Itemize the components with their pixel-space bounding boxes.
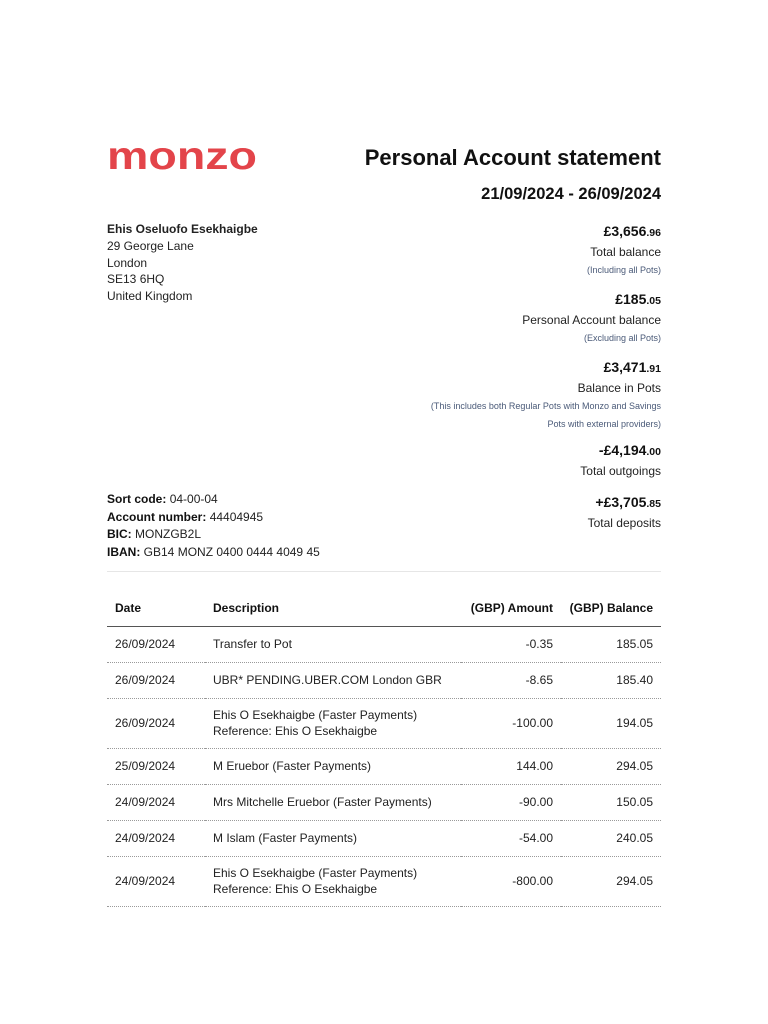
table-row [107,856,661,906]
row-date: 26/09/2024 [107,698,205,748]
row-date: 25/09/2024 [107,748,205,784]
pots-balance-note: (This includes both Regular Pots with Monzo and Savings [430,401,661,411]
table-row [107,748,661,784]
sort-code: Sort code: 04-00-04 [107,492,218,506]
total-deposits-amount: +£3,705.85 [595,494,661,510]
row-reference: Reference: Ehis O Esekhaigbe [213,882,378,896]
row-balance: 294.05 [561,748,661,784]
column-header-balance: (GBP) Balance [561,590,661,626]
row-date: 24/09/2024 [107,856,205,906]
bic: BIC: MONZGB2L [107,527,202,541]
address-line: United Kingdom [107,289,193,304]
bank-details [107,491,320,561]
row-amount: -8.65 [461,662,561,698]
row-amount: -54.00 [461,820,561,856]
row-description: M Eruebor (Faster Payments) [205,748,461,784]
total-balance-amount: £3,656.96 [603,223,661,239]
address-line: SE13 6HQ [107,272,165,287]
monzo-logo [107,138,259,178]
pots-balance-label: Balance in Pots [577,381,661,395]
row-description: M Islam (Faster Payments) [205,820,461,856]
row-date: 26/09/2024 [107,626,205,662]
customer-address [107,221,258,305]
row-balance: 185.40 [561,662,661,698]
row-reference: Reference: Ehis O Esekhaigbe [213,724,378,738]
row-amount: 144.00 [461,748,561,784]
row-description: Ehis O Esekhaigbe (Faster Payments) Reference: Ehis O Esekhaigbe [205,856,461,906]
row-description: UBR* PENDING.UBER.COM London GBR [205,662,461,698]
pots-balance-amount: £3,471.91 [603,359,661,375]
total-outgoings-label: Total outgoings [580,464,661,478]
row-balance: 194.05 [561,698,661,748]
account-number: Account number: 44404945 [107,509,264,524]
table-row [107,698,661,748]
personal-balance-label: Personal Account balance [522,313,661,327]
column-header-amount: (GBP) Amount [461,590,561,626]
row-amount: -90.00 [461,784,561,820]
column-header-description: Description [205,590,461,626]
total-outgoings-amount: -£4,194.00 [598,442,661,458]
monzo-logo-text: monzo [107,138,257,178]
row-amount: -800.00 [461,856,561,906]
total-balance [361,221,661,279]
total-deposits-label: Total deposits [587,516,661,530]
address-line: 29 George Lane [107,238,194,253]
column-header-date: Date [107,590,205,626]
row-date: 24/09/2024 [107,820,205,856]
statement-period: 21/09/2024 - 26/09/2024 [481,185,661,203]
iban: IBAN: GB14 MONZ 0400 0444 4049 45 [107,544,320,559]
total-deposits [361,492,661,532]
row-balance: 185.05 [561,626,661,662]
section-divider [107,571,661,572]
address-line: London [107,255,148,270]
pots-balance-note: Pots with external providers) [547,419,661,429]
pots-balance [341,357,661,433]
transactions-table [107,590,661,907]
total-balance-note: (Including all Pots) [586,265,661,275]
row-date: 24/09/2024 [107,784,205,820]
total-outgoings [361,440,661,480]
row-amount: -0.35 [461,626,561,662]
personal-balance [361,289,661,347]
row-date: 26/09/2024 [107,662,205,698]
page-title: Personal Account statement [364,145,661,170]
table-header-row [107,590,661,626]
customer-name: Ehis Oseluofo Esekhaigbe [107,222,258,236]
row-description: Transfer to Pot [205,626,461,662]
personal-balance-note: (Excluding all Pots) [583,333,661,343]
personal-balance-amount: £185.05 [615,291,661,307]
total-balance-label: Total balance [590,245,661,259]
table-row [107,626,661,662]
table-row [107,784,661,820]
row-balance: 240.05 [561,820,661,856]
row-amount: -100.00 [461,698,561,748]
row-description: Ehis O Esekhaigbe (Faster Payments) Reference: Ehis O Esekhaigbe [205,698,461,748]
row-balance: 150.05 [561,784,661,820]
row-description: Mrs Mitchelle Eruebor (Faster Payments) [205,784,461,820]
table-row [107,662,661,698]
row-balance: 294.05 [561,856,661,906]
table-row [107,820,661,856]
